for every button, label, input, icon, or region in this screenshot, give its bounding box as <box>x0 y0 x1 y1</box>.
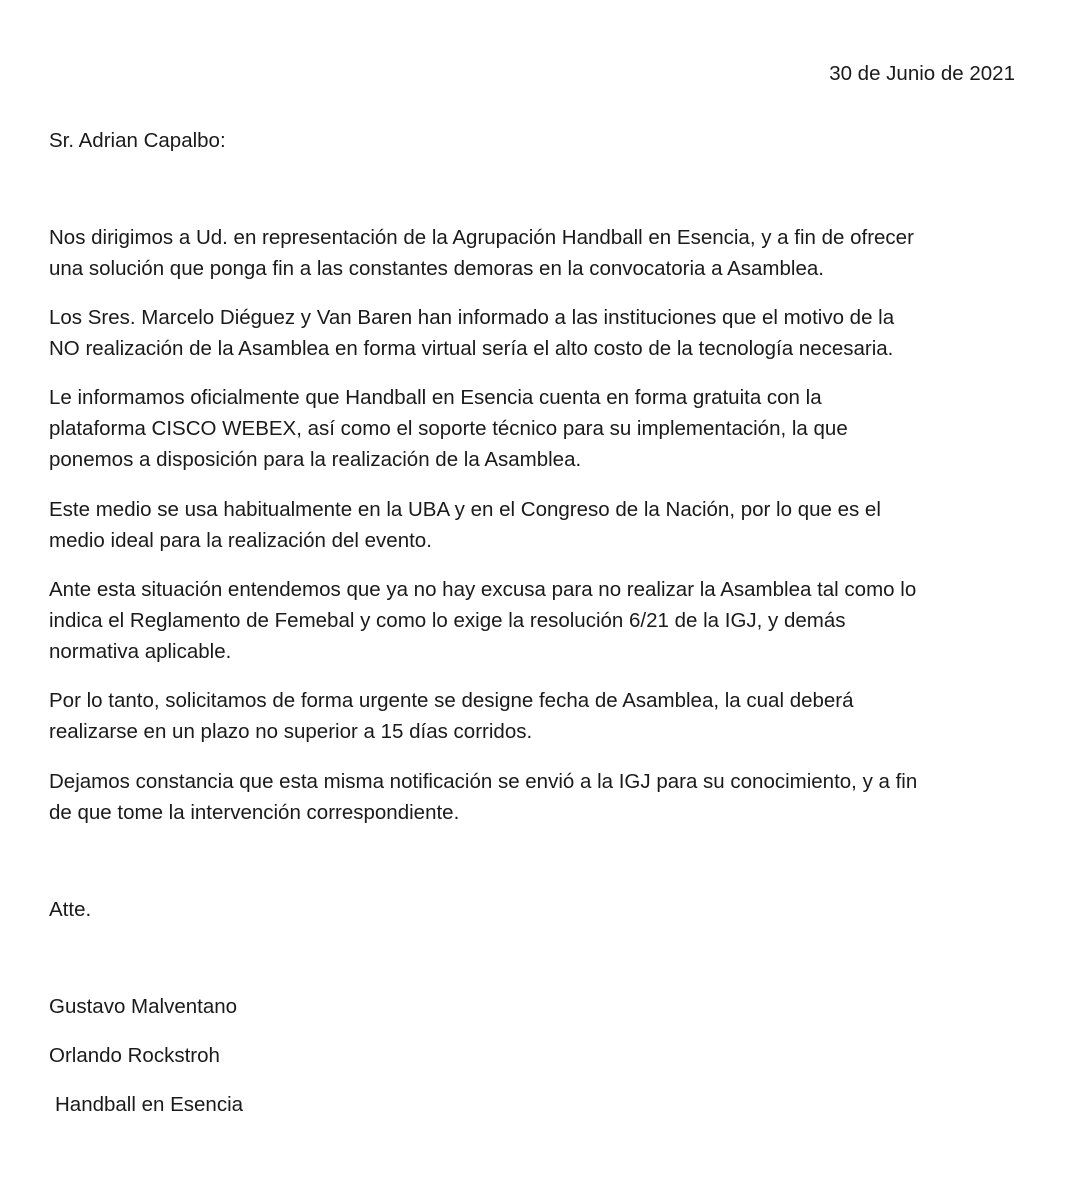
paragraph-line: Por lo tanto, solicitamos de forma urgente se designe fecha de Asamblea, la cual deberá <box>49 689 854 712</box>
paragraph-line: Nos dirigimos a Ud. en representación de la Agrupación Handball en Esencia, y a fin de ofrecer <box>49 226 914 249</box>
paragraph-7 <box>49 766 1039 828</box>
salutation: Sr. Adrian Capalbo: <box>49 129 226 152</box>
paragraph-1 <box>49 222 1039 284</box>
paragraph-line: plataforma CISCO WEBEX, así como el soporte técnico para su implementación, la que <box>49 417 848 440</box>
letter-date: 30 de Junio de 2021 <box>829 62 1015 85</box>
paragraph-line: realizarse en un plazo no superior a 15 días corridos. <box>49 720 533 743</box>
paragraph-4 <box>49 494 1039 556</box>
signature-name-1: Gustavo Malventano <box>49 995 238 1018</box>
paragraph-5 <box>49 574 1039 667</box>
signature-name-2: Orlando Rockstroh <box>49 1044 220 1067</box>
paragraph-line: Este medio se usa habitualmente en la UBA y en el Congreso de la Nación, por lo que es el <box>49 498 881 521</box>
paragraph-3 <box>49 382 1039 475</box>
paragraph-line: Le informamos oficialmente que Handball en Esencia cuenta en forma gratuita con la <box>49 386 822 409</box>
paragraph-line: medio ideal para la realización del evento. <box>49 529 432 552</box>
paragraph-line: Los Sres. Marcelo Diéguez y Van Baren han informado a las instituciones que el motivo de la <box>49 306 895 329</box>
paragraph-line: normativa aplicable. <box>49 640 232 663</box>
closing: Atte. <box>49 898 92 921</box>
paragraph-line: Dejamos constancia que esta misma notificación se envió a la IGJ para su conocimiento, y a fin <box>49 770 918 793</box>
paragraph-line: Ante esta situación entendemos que ya no hay excusa para no realizar la Asamblea tal como lo <box>49 578 917 601</box>
paragraph-2 <box>49 302 1039 364</box>
paragraph-6 <box>49 685 1039 747</box>
paragraph-line: de que tome la intervención correspondiente. <box>49 801 460 824</box>
signature-organization: Handball en Esencia <box>55 1093 244 1116</box>
paragraph-line: ponemos a disposición para la realización de la Asamblea. <box>49 448 582 471</box>
paragraph-line: NO realización de la Asamblea en forma virtual sería el alto costo de la tecnología necesaria. <box>49 337 894 360</box>
paragraph-line: indica el Reglamento de Femebal y como lo exige la resolución 6/21 de la IGJ, y demás <box>49 609 846 632</box>
paragraph-line: una solución que ponga fin a las constantes demoras en la convocatoria a Asamblea. <box>49 257 824 280</box>
